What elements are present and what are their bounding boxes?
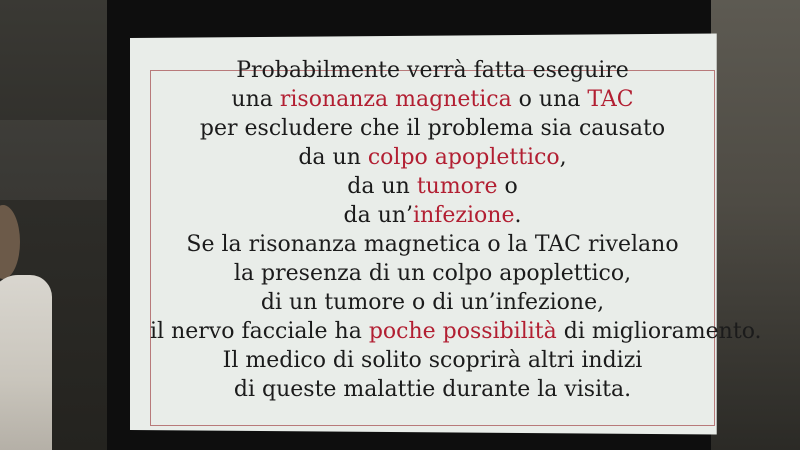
audience-person-body [0,275,52,450]
slide-text [150,56,762,404]
highlight-risonanza-magnetica: risonanza magnetica [279,87,512,112]
room-wall-band [0,120,120,200]
slide-line-5: da un tumore o [347,174,518,199]
highlight-tac: TAC [587,87,634,112]
highlight-infezione: infezione [413,203,515,228]
highlight-poche-possibilita: poche possibilità [368,319,557,344]
slide-line-7: Se la risonanza magnetica o la TAC rivelano [186,232,679,257]
slide-line-8: la presenza di un colpo apoplettico, [233,261,632,286]
highlight-tumore: tumore [416,174,498,199]
slide-line-12: di queste malattie durante la visita. [233,377,632,402]
slide-line-1: Probabilmente verrà fatta eseguire [236,58,629,83]
slide-line-10: il nervo facciale ha poche possibilità di miglioramento. [150,319,762,344]
slide-line-3: per escludere che il problema sia causato [199,116,666,141]
slide-line-2: una risonanza magnetica o una TAC [231,87,634,112]
slide-line-4: da un colpo apoplettico, [298,145,567,170]
highlight-colpo-apoplettico: colpo apoplettico [367,145,560,170]
slide-line-11: Il medico di solito scoprirà altri indizi [222,348,643,373]
slide-line-6: da un’infezione. [343,203,522,228]
slide-line-9: di un tumore o di un’infezione, [260,290,605,315]
